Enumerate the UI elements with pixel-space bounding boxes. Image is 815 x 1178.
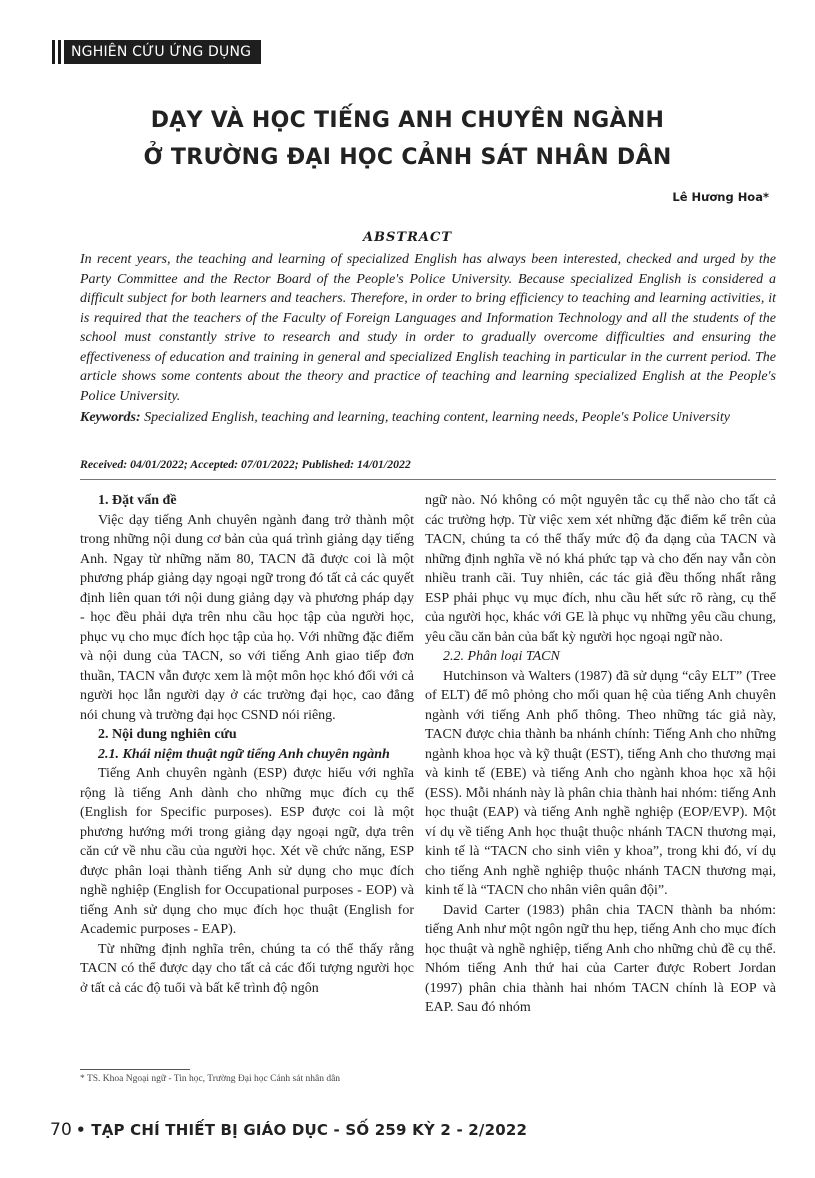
section-tag-bar	[58, 40, 61, 64]
abstract-text: In recent years, the teaching and learning of specialized English has always been interested, checked and urged by the Party Committee and the Rector Board of the People's Police University. Because specialized English is considered a difficult subject for both learners and teachers. Therefore, in order to bring efficiency to teaching and learning activities, it is required that the teachers of the Faculty of Foreign Languages and Information Technology and all the students of the school must constantly strive to research and study in order to gradually overcome difficulties and ensuring the effectiveness of education and training in general and specialized English teaching in particular in the current period. The article shows some contents about the theory and practice of teaching and learning specialized English at the People's Police University.	[80, 252, 776, 404]
keywords	[80, 408, 776, 428]
page-footer	[50, 1120, 527, 1140]
section-heading: 1. Đặt vấn đề	[98, 493, 177, 508]
body-column-right	[425, 491, 776, 1018]
footnote: * TS. Khoa Ngoại ngữ - Tin học, Trường Đại học Cảnh sát nhân dân	[80, 1074, 341, 1084]
paragraph: Từ những định nghĩa trên, chúng ta có thể thấy rằng TACN có thể được dạy cho tất cả các đối tượng người học ở tất cả các độ tuổi và bất kể trình độ ngôn	[80, 941, 414, 996]
section-tag	[52, 38, 261, 65]
paragraph: Việc dạy tiếng Anh chuyên ngành đang trở thành một trong những nội dung cơ bản của quá trình giảng dạy tiếng Anh. Ngay từ những năm 80, TACN đã được coi là một phương pháp giảng dạy ngoại ngữ trong đó tất cả các quyết định liên quan tới nội dung giảng dạy và phương pháp dạy - học đều phải dựa trên nhu cầu học tập của người học, phục vụ cho mục đích học tập của họ. Với những đặc điểm và nội dung của TACN, so với tiếng Anh giao tiếp đơn thuần, TACN vẫn được xem là một môn học khó đối với cả người học lẫn người dạy ở các trường đại học, cao đẳng nói chung và trường đại học CSND nói riêng.	[80, 512, 414, 723]
paragraph: Tiếng Anh chuyên ngành (ESP) được hiểu với nghĩa rộng là tiếng Anh dành cho những mục đích cụ thể (English for Specific purposes). ESP được coi là một phương hướng mới trong giảng dạy ngoại ngữ, dựa trên căn cứ về nhu cầu của người học. Xét về chức năng, ESP được phân loại thành tiếng Anh sử dụng cho mục đích nghề nghiệp (English for Occupational purposes - EOP) và tiếng Anh sử dụng cho mục đích học thuật (English for Academic purposes - EAP).	[80, 766, 414, 937]
section-label: NGHIÊN CỨU ỨNG DỤNG	[64, 40, 261, 64]
footnote-divider	[80, 1069, 190, 1070]
page-number: 70	[50, 1120, 73, 1140]
body-column-left	[80, 491, 414, 998]
paragraph: Hutchinson và Walters (1987) đã sử dụng “cây ELT” (Tree of ELT) để mô phỏng cho mối quan hệ của tiếng Anh chuyên ngành với tiếng Anh phổ thông. Theo những tác giả này, TACN được chia thành ba nhánh chính: Tiếng Anh cho những ngành khoa học và kỹ thuật (EST), tiếng Anh cho thương mại và kinh tế (EBE) và tiếng Anh cho ngành khoa học xã hội (ESS). Mỗi nhánh này là phân chia thành hai nhóm: tiếng Anh học thuật (EAP) và tiếng Anh nghề nghiệp (EOP/EVP). Một ví dụ về tiếng Anh học thuật thuộc nhánh TACN thương mại, kinh tế là “TACN cho sinh viên y khoa”, trong khi đó, ví dụ cho tiếng Anh nghề nghiệp thuộc nhánh TACN thương mại, kinh tế là “TACN cho nhân viên quân đội”.	[425, 668, 776, 898]
subsection-heading: 2.2. Phân loại TACN	[443, 649, 560, 664]
paragraph: David Carter (1983) phân chia TACN thành ba nhóm: tiếng Anh như một ngôn ngữ thu hẹp, tiếng Anh cho mục đích học thuật và nghề nghiệp, tiếng Anh cho những chủ đề cụ thể. Nhóm tiếng Anh thứ hai của Carter được Robert Jordan (1997) phân chia thành hai nhóm TACN chính là EOP và EAP. Sau đó nhóm	[425, 902, 776, 1015]
publication-dates: Received: 04/01/2022; Accepted: 07/01/2022; Published: 14/01/2022	[80, 457, 411, 471]
section-heading: 2. Nội dung nghiên cứu	[98, 727, 237, 742]
author-name: Lê Hương Hoa*	[672, 190, 769, 204]
divider	[80, 479, 776, 480]
keywords-label: Keywords:	[80, 410, 141, 425]
article-title-line: Ở TRƯỜNG ĐẠI HỌC CẢNH SÁT NHÂN DÂN	[143, 145, 672, 170]
journal-name: • TẠP CHÍ THIẾT BỊ GIÁO DỤC - SỐ 259 KỲ 2 - 2/2022	[76, 1121, 528, 1139]
subsection-heading: 2.1. Khái niệm thuật ngữ tiếng Anh chuyên ngành	[98, 746, 390, 762]
article-title-line: DẠY VÀ HỌC TIẾNG ANH CHUYÊN NGÀNH	[150, 108, 665, 133]
abstract-heading: ABSTRACT	[362, 230, 453, 245]
keywords-text: Specialized English, teaching and learning, teaching content, learning needs, People's Police University	[144, 410, 730, 425]
section-tag-bar	[52, 40, 55, 64]
paragraph: ngữ nào. Nó không có một nguyên tắc cụ thể nào cho tất cả các trường hợp. Từ việc xem xét những đặc điểm kể trên của TACN, chúng ta có thể thấy mức độ đa dạng của TACN và những định nghĩa về nó khá phức tạp và cho đến nay vẫn còn nhiều tranh cãi. Tuy nhiên, các tác giả đều thống nhất rằng ESP phải phục vụ mục đích, nhu cầu hết sức rõ ràng, cụ thể của người học, khác với GE là phục vụ những yêu cầu chung, yêu cầu căn bản của bất kỳ người học ngoại ngữ nào.	[425, 493, 776, 645]
article-title	[0, 102, 815, 176]
